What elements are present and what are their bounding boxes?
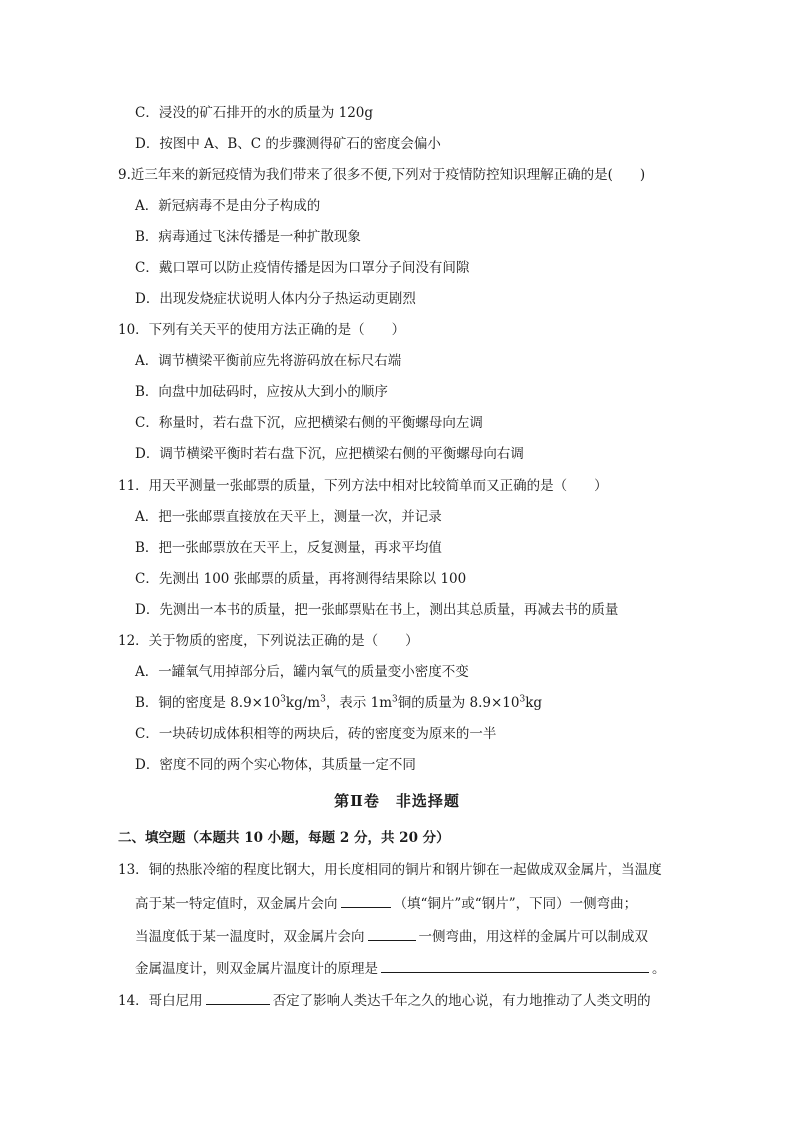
q11-option-c: C．先测出 100 张邮票的质量，再将测得结果除以 100	[135, 571, 467, 587]
q13-line3-text-a: 当温度低于某一温度时，双金属片会向	[135, 929, 365, 945]
q11-option-a: A．把一张邮票直接放在天平上，测量一次，并记录	[135, 509, 442, 525]
q9-stem: 9.近三年来的新冠疫情为我们带来了很多不便,下列对于疫情防控知识理解正确的是( )	[118, 167, 646, 183]
q12-option-a: A．一罐氧气用掉部分后，罐内氧气的质量变小密度不变	[135, 664, 469, 680]
q10-option-d: D．调节横梁平衡时若右盘下沉，应把横梁右侧的平衡螺母向右调	[135, 446, 524, 462]
q8-option-c: C．浸没的矿石排开的水的质量为 120g	[135, 105, 374, 121]
q11-option-b: B．把一张邮票放在天平上，反复测量，再求平均值	[135, 540, 442, 556]
q10-option-b: B．向盘中加砝码时，应按从大到小的顺序	[135, 384, 388, 400]
q10-stem: 10．下列有关天平的使用方法正确的是（ ）	[118, 322, 406, 338]
q13-line3	[135, 926, 648, 947]
q12-option-c: C．一块砖切成体积相等的两块后，砖的密度变为原来的一半	[135, 726, 497, 742]
q12-option-b-part5: kg	[525, 695, 543, 711]
q13-line3-text-b: 一侧弯曲，用这样的金属片可以制成双	[418, 929, 648, 945]
q12-option-b-sup2: 3	[320, 694, 326, 705]
q11-option-d: D．先测出一本书的质量，把一张邮票贴在书上，测出其总质量，再减去书的质量	[135, 602, 619, 618]
q12-option-b-part2: kg/m	[285, 695, 321, 711]
part2-title: 第Ⅱ卷 非选择题	[334, 792, 460, 810]
q9-option-b: B．病毒通过飞沫传播是一种扩散现象	[135, 229, 361, 245]
q12-option-b-part3: ，表示 1m	[325, 695, 392, 711]
q12-option-b-sup4: 3	[519, 694, 526, 705]
q13-line4	[135, 958, 666, 979]
q12-option-b-sup3: 3	[392, 694, 398, 705]
q12-option-d: D．密度不同的两个实心物体，其质量一定不同	[135, 757, 416, 773]
q12-option-b-part4: 铜的质量为 8.9×10	[397, 695, 520, 711]
q12-stem: 12．关于物质的密度，下列说法正确的是（ ）	[118, 633, 419, 649]
q13-line2-text-a: 高于某一特定值时，双金属片会向	[135, 896, 338, 912]
q9-option-d: D．出现发烧症状说明人体内分子热运动更剧烈	[135, 291, 416, 307]
q13-line2-text-b: （填“铜片”或“钢片”，下同）一侧弯曲；	[393, 896, 638, 912]
q8-option-d: D．按图中 A、B、C 的步骤测得矿石的密度会偏小	[135, 136, 441, 152]
section2-heading: 二、填空题（本题共 10 小题，每题 2 分，共 20 分）	[118, 830, 450, 846]
q13-line4-text-a: 金属温度计，则双金属片温度计的原理是	[135, 961, 378, 977]
q9-option-a: A．新冠病毒不是由分子构成的	[135, 198, 321, 214]
q13-answer-blank-2[interactable]	[368, 926, 416, 941]
q12-option-b	[135, 693, 542, 713]
q13-line4-text-b: 。	[652, 961, 666, 977]
q14-line1	[118, 990, 651, 1011]
q12-option-b-part1: B．铜的密度是 8.9×10	[135, 695, 281, 711]
q13-answer-blank-3[interactable]	[381, 958, 649, 973]
q9-option-c: C．戴口罩可以防止疫情传播是因为口罩分子间没有间隙	[135, 260, 470, 276]
q11-stem: 11．用天平测量一张邮票的质量，下列方法中相对比较简单而又正确的是（ ）	[118, 478, 608, 494]
q14-answer-blank-1[interactable]	[206, 990, 270, 1005]
q13-line2	[135, 893, 637, 914]
q10-option-a: A．调节横梁平衡前应先将游码放在标尺右端	[135, 353, 402, 369]
q13-answer-blank-1[interactable]	[341, 893, 391, 908]
q12-option-b-sup1: 3	[280, 694, 286, 705]
q13-line1: 13．铜的热胀冷缩的程度比钢大，用长度相同的铜片和钢片铆在一起做成双金属片，当温度	[118, 862, 662, 878]
q14-line1-text-a: 14．哥白尼用	[118, 993, 203, 1009]
q10-option-c: C．称量时，若右盘下沉，应把横梁右侧的平衡螺母向左调	[135, 415, 483, 431]
q14-line1-text-b: 否定了影响人类达千年之久的地心说，有力地推动了人类文明的	[272, 993, 651, 1009]
